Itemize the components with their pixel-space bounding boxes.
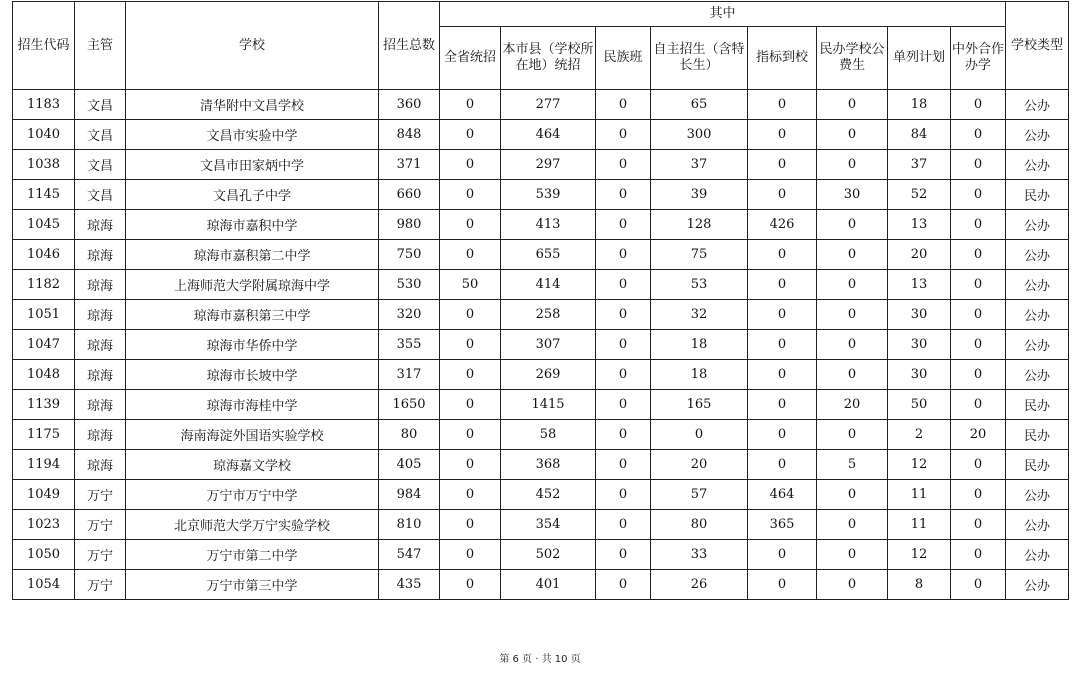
local-quota-cell: 414 — [501, 270, 596, 300]
school-type-cell: 公办 — [1006, 240, 1069, 270]
sino-foreign-cell: 0 — [951, 270, 1006, 300]
code-cell: 1182 — [13, 270, 75, 300]
private-funded-cell: 0 — [817, 120, 888, 150]
school-cell: 万宁市第三中学 — [126, 570, 379, 600]
local-quota-cell: 413 — [501, 210, 596, 240]
table-row — [13, 420, 1069, 450]
quota-to-school-cell: 0 — [748, 300, 817, 330]
quota-to-school-cell: 0 — [748, 450, 817, 480]
ethnic-class-cell: 0 — [596, 90, 651, 120]
header-separate-plan: 单列计划 — [888, 27, 951, 90]
ethnic-class-cell: 0 — [596, 390, 651, 420]
ethnic-class-cell: 0 — [596, 330, 651, 360]
ethnic-class-cell: 0 — [596, 450, 651, 480]
table-row — [13, 180, 1069, 210]
ethnic-class-cell: 0 — [596, 360, 651, 390]
header-private-funded: 民办学校公费生 — [817, 27, 888, 90]
authority-cell: 琼海 — [75, 270, 126, 300]
school-type-cell: 民办 — [1006, 390, 1069, 420]
table-row — [13, 300, 1069, 330]
province-quota-cell: 0 — [440, 540, 501, 570]
school-cell: 北京师范大学万宁实验学校 — [126, 510, 379, 540]
header-ethnic-class: 民族班 — [596, 27, 651, 90]
sino-foreign-cell: 0 — [951, 240, 1006, 270]
code-cell: 1050 — [13, 540, 75, 570]
separate-plan-cell: 30 — [888, 360, 951, 390]
independent-enrollment-cell: 18 — [651, 330, 748, 360]
total-cell: 547 — [379, 540, 440, 570]
ethnic-class-cell: 0 — [596, 570, 651, 600]
school-cell: 琼海嘉文学校 — [126, 450, 379, 480]
private-funded-cell: 0 — [817, 420, 888, 450]
code-cell: 1023 — [13, 510, 75, 540]
quota-to-school-cell: 0 — [748, 120, 817, 150]
separate-plan-cell: 18 — [888, 90, 951, 120]
total-cell: 360 — [379, 90, 440, 120]
authority-cell: 琼海 — [75, 390, 126, 420]
independent-enrollment-cell: 18 — [651, 360, 748, 390]
code-cell: 1038 — [13, 150, 75, 180]
table-row — [13, 570, 1069, 600]
province-quota-cell: 0 — [440, 570, 501, 600]
separate-plan-cell: 30 — [888, 330, 951, 360]
school-type-cell: 公办 — [1006, 540, 1069, 570]
private-funded-cell: 0 — [817, 90, 888, 120]
private-funded-cell: 20 — [817, 390, 888, 420]
separate-plan-cell: 13 — [888, 210, 951, 240]
quota-to-school-cell: 464 — [748, 480, 817, 510]
separate-plan-cell: 52 — [888, 180, 951, 210]
independent-enrollment-cell: 20 — [651, 450, 748, 480]
table-row — [13, 480, 1069, 510]
header-quota-to-school: 指标到校 — [748, 27, 817, 90]
ethnic-class-cell: 0 — [596, 150, 651, 180]
header-group: 其中 — [440, 2, 1006, 27]
sino-foreign-cell: 0 — [951, 390, 1006, 420]
province-quota-cell: 0 — [440, 120, 501, 150]
total-cell: 371 — [379, 150, 440, 180]
total-cell: 980 — [379, 210, 440, 240]
school-type-cell: 民办 — [1006, 420, 1069, 450]
sino-foreign-cell: 0 — [951, 540, 1006, 570]
ethnic-class-cell: 0 — [596, 240, 651, 270]
school-cell: 琼海市嘉积第二中学 — [126, 240, 379, 270]
total-cell: 750 — [379, 240, 440, 270]
total-cell: 1650 — [379, 390, 440, 420]
total-cell: 660 — [379, 180, 440, 210]
authority-cell: 琼海 — [75, 330, 126, 360]
independent-enrollment-cell: 53 — [651, 270, 748, 300]
authority-cell: 琼海 — [75, 240, 126, 270]
province-quota-cell: 0 — [440, 390, 501, 420]
quota-to-school-cell: 0 — [748, 570, 817, 600]
private-funded-cell: 0 — [817, 570, 888, 600]
school-cell: 文昌市实验中学 — [126, 120, 379, 150]
total-cell: 530 — [379, 270, 440, 300]
independent-enrollment-cell: 37 — [651, 150, 748, 180]
sino-foreign-cell: 0 — [951, 90, 1006, 120]
authority-cell: 万宁 — [75, 540, 126, 570]
total-cell: 355 — [379, 330, 440, 360]
school-type-cell: 公办 — [1006, 330, 1069, 360]
page-footer: 第 6 页 · 共 10 页 — [499, 654, 581, 665]
table-row — [13, 150, 1069, 180]
header-independent-enrollment: 自主招生（含特长生） — [651, 27, 748, 90]
ethnic-class-cell: 0 — [596, 420, 651, 450]
separate-plan-cell: 2 — [888, 420, 951, 450]
school-cell: 万宁市万宁中学 — [126, 480, 379, 510]
independent-enrollment-cell: 65 — [651, 90, 748, 120]
private-funded-cell: 0 — [817, 540, 888, 570]
code-cell: 1040 — [13, 120, 75, 150]
province-quota-cell: 0 — [440, 210, 501, 240]
school-cell: 文昌孔子中学 — [126, 180, 379, 210]
separate-plan-cell: 11 — [888, 510, 951, 540]
school-cell: 文昌市田家炳中学 — [126, 150, 379, 180]
total-cell: 848 — [379, 120, 440, 150]
total-cell: 810 — [379, 510, 440, 540]
school-cell: 琼海市嘉积第三中学 — [126, 300, 379, 330]
independent-enrollment-cell: 32 — [651, 300, 748, 330]
code-cell: 1139 — [13, 390, 75, 420]
school-type-cell: 公办 — [1006, 300, 1069, 330]
school-cell: 琼海市华侨中学 — [126, 330, 379, 360]
school-type-cell: 公办 — [1006, 570, 1069, 600]
ethnic-class-cell: 0 — [596, 540, 651, 570]
table-body — [13, 90, 1069, 600]
table-row — [13, 210, 1069, 240]
province-quota-cell: 0 — [440, 450, 501, 480]
quota-to-school-cell: 426 — [748, 210, 817, 240]
authority-cell: 万宁 — [75, 510, 126, 540]
school-cell: 万宁市第二中学 — [126, 540, 379, 570]
school-type-cell: 民办 — [1006, 180, 1069, 210]
independent-enrollment-cell: 80 — [651, 510, 748, 540]
school-type-cell: 公办 — [1006, 510, 1069, 540]
school-cell: 上海师范大学附属琼海中学 — [126, 270, 379, 300]
local-quota-cell: 401 — [501, 570, 596, 600]
header-authority: 主管 — [75, 2, 126, 90]
school-type-cell: 公办 — [1006, 150, 1069, 180]
quota-to-school-cell: 0 — [748, 270, 817, 300]
header-sino-foreign: 中外合作办学 — [951, 27, 1006, 90]
quota-to-school-cell: 0 — [748, 150, 817, 180]
authority-cell: 琼海 — [75, 450, 126, 480]
table-row — [13, 450, 1069, 480]
local-quota-cell: 297 — [501, 150, 596, 180]
authority-cell: 文昌 — [75, 120, 126, 150]
province-quota-cell: 50 — [440, 270, 501, 300]
code-cell: 1175 — [13, 420, 75, 450]
sino-foreign-cell: 0 — [951, 330, 1006, 360]
local-quota-cell: 307 — [501, 330, 596, 360]
local-quota-cell: 277 — [501, 90, 596, 120]
code-cell: 1048 — [13, 360, 75, 390]
independent-enrollment-cell: 26 — [651, 570, 748, 600]
school-type-cell: 公办 — [1006, 360, 1069, 390]
total-cell: 405 — [379, 450, 440, 480]
independent-enrollment-cell: 165 — [651, 390, 748, 420]
province-quota-cell: 0 — [440, 480, 501, 510]
independent-enrollment-cell: 33 — [651, 540, 748, 570]
school-cell: 琼海市海桂中学 — [126, 390, 379, 420]
separate-plan-cell: 20 — [888, 240, 951, 270]
authority-cell: 万宁 — [75, 480, 126, 510]
authority-cell: 琼海 — [75, 300, 126, 330]
local-quota-cell: 1415 — [501, 390, 596, 420]
private-funded-cell: 0 — [817, 270, 888, 300]
separate-plan-cell: 12 — [888, 450, 951, 480]
table-row — [13, 270, 1069, 300]
local-quota-cell: 258 — [501, 300, 596, 330]
code-cell: 1183 — [13, 90, 75, 120]
quota-to-school-cell: 0 — [748, 180, 817, 210]
separate-plan-cell: 13 — [888, 270, 951, 300]
separate-plan-cell: 30 — [888, 300, 951, 330]
authority-cell: 琼海 — [75, 210, 126, 240]
total-cell: 984 — [379, 480, 440, 510]
code-cell: 1051 — [13, 300, 75, 330]
province-quota-cell: 0 — [440, 420, 501, 450]
private-funded-cell: 30 — [817, 180, 888, 210]
separate-plan-cell: 50 — [888, 390, 951, 420]
code-cell: 1049 — [13, 480, 75, 510]
quota-to-school-cell: 0 — [748, 390, 817, 420]
authority-cell: 琼海 — [75, 420, 126, 450]
local-quota-cell: 354 — [501, 510, 596, 540]
school-type-cell: 公办 — [1006, 120, 1069, 150]
sino-foreign-cell: 0 — [951, 570, 1006, 600]
private-funded-cell: 0 — [817, 240, 888, 270]
table-row — [13, 120, 1069, 150]
school-cell: 琼海市嘉积中学 — [126, 210, 379, 240]
ethnic-class-cell: 0 — [596, 480, 651, 510]
local-quota-cell: 58 — [501, 420, 596, 450]
code-cell: 1054 — [13, 570, 75, 600]
header-province-quota: 全省统招 — [440, 27, 501, 90]
local-quota-cell: 464 — [501, 120, 596, 150]
enrollment-table — [12, 1, 1069, 600]
sino-foreign-cell: 0 — [951, 510, 1006, 540]
ethnic-class-cell: 0 — [596, 300, 651, 330]
school-cell: 海南海淀外国语实验学校 — [126, 420, 379, 450]
quota-to-school-cell: 0 — [748, 540, 817, 570]
province-quota-cell: 0 — [440, 90, 501, 120]
authority-cell: 万宁 — [75, 570, 126, 600]
sino-foreign-cell: 0 — [951, 150, 1006, 180]
sino-foreign-cell: 20 — [951, 420, 1006, 450]
local-quota-cell: 655 — [501, 240, 596, 270]
header-total: 招生总数 — [379, 2, 440, 90]
quota-to-school-cell: 0 — [748, 240, 817, 270]
school-type-cell: 公办 — [1006, 210, 1069, 240]
local-quota-cell: 539 — [501, 180, 596, 210]
sino-foreign-cell: 0 — [951, 480, 1006, 510]
table-row — [13, 540, 1069, 570]
table-row — [13, 240, 1069, 270]
independent-enrollment-cell: 0 — [651, 420, 748, 450]
private-funded-cell: 5 — [817, 450, 888, 480]
private-funded-cell: 0 — [817, 330, 888, 360]
private-funded-cell: 0 — [817, 480, 888, 510]
header-local-quota: 本市县（学校所在地）统招 — [501, 27, 596, 90]
independent-enrollment-cell: 39 — [651, 180, 748, 210]
separate-plan-cell: 11 — [888, 480, 951, 510]
ethnic-class-cell: 0 — [596, 510, 651, 540]
header-code: 招生代码 — [13, 2, 75, 90]
province-quota-cell: 0 — [440, 300, 501, 330]
sino-foreign-cell: 0 — [951, 360, 1006, 390]
header-school-type: 学校类型 — [1006, 2, 1069, 90]
independent-enrollment-cell: 57 — [651, 480, 748, 510]
code-cell: 1045 — [13, 210, 75, 240]
table-row — [13, 360, 1069, 390]
total-cell: 317 — [379, 360, 440, 390]
ethnic-class-cell: 0 — [596, 120, 651, 150]
header-school: 学校 — [126, 2, 379, 90]
quota-to-school-cell: 0 — [748, 420, 817, 450]
ethnic-class-cell: 0 — [596, 270, 651, 300]
table-row — [13, 90, 1069, 120]
sino-foreign-cell: 0 — [951, 210, 1006, 240]
private-funded-cell: 0 — [817, 300, 888, 330]
table-row — [13, 390, 1069, 420]
authority-cell: 文昌 — [75, 90, 126, 120]
total-cell: 435 — [379, 570, 440, 600]
independent-enrollment-cell: 128 — [651, 210, 748, 240]
private-funded-cell: 0 — [817, 210, 888, 240]
separate-plan-cell: 37 — [888, 150, 951, 180]
sino-foreign-cell: 0 — [951, 120, 1006, 150]
authority-cell: 琼海 — [75, 360, 126, 390]
school-cell: 琼海市长坡中学 — [126, 360, 379, 390]
code-cell: 1145 — [13, 180, 75, 210]
local-quota-cell: 368 — [501, 450, 596, 480]
authority-cell: 文昌 — [75, 150, 126, 180]
separate-plan-cell: 8 — [888, 570, 951, 600]
school-type-cell: 公办 — [1006, 90, 1069, 120]
quota-to-school-cell: 365 — [748, 510, 817, 540]
sino-foreign-cell: 0 — [951, 180, 1006, 210]
sino-foreign-cell: 0 — [951, 450, 1006, 480]
code-cell: 1046 — [13, 240, 75, 270]
private-funded-cell: 0 — [817, 510, 888, 540]
school-cell: 清华附中文昌学校 — [126, 90, 379, 120]
province-quota-cell: 0 — [440, 240, 501, 270]
separate-plan-cell: 12 — [888, 540, 951, 570]
independent-enrollment-cell: 75 — [651, 240, 748, 270]
quota-to-school-cell: 0 — [748, 90, 817, 120]
quota-to-school-cell: 0 — [748, 330, 817, 360]
table-row — [13, 510, 1069, 540]
local-quota-cell: 502 — [501, 540, 596, 570]
code-cell: 1194 — [13, 450, 75, 480]
private-funded-cell: 0 — [817, 150, 888, 180]
school-type-cell: 公办 — [1006, 270, 1069, 300]
quota-to-school-cell: 0 — [748, 360, 817, 390]
authority-cell: 文昌 — [75, 180, 126, 210]
ethnic-class-cell: 0 — [596, 180, 651, 210]
code-cell: 1047 — [13, 330, 75, 360]
private-funded-cell: 0 — [817, 360, 888, 390]
school-type-cell: 公办 — [1006, 480, 1069, 510]
sino-foreign-cell: 0 — [951, 300, 1006, 330]
province-quota-cell: 0 — [440, 180, 501, 210]
province-quota-cell: 0 — [440, 510, 501, 540]
independent-enrollment-cell: 300 — [651, 120, 748, 150]
total-cell: 80 — [379, 420, 440, 450]
school-type-cell: 民办 — [1006, 450, 1069, 480]
province-quota-cell: 0 — [440, 330, 501, 360]
province-quota-cell: 0 — [440, 150, 501, 180]
local-quota-cell: 452 — [501, 480, 596, 510]
separate-plan-cell: 84 — [888, 120, 951, 150]
table-row — [13, 330, 1069, 360]
province-quota-cell: 0 — [440, 360, 501, 390]
total-cell: 320 — [379, 300, 440, 330]
local-quota-cell: 269 — [501, 360, 596, 390]
ethnic-class-cell: 0 — [596, 210, 651, 240]
